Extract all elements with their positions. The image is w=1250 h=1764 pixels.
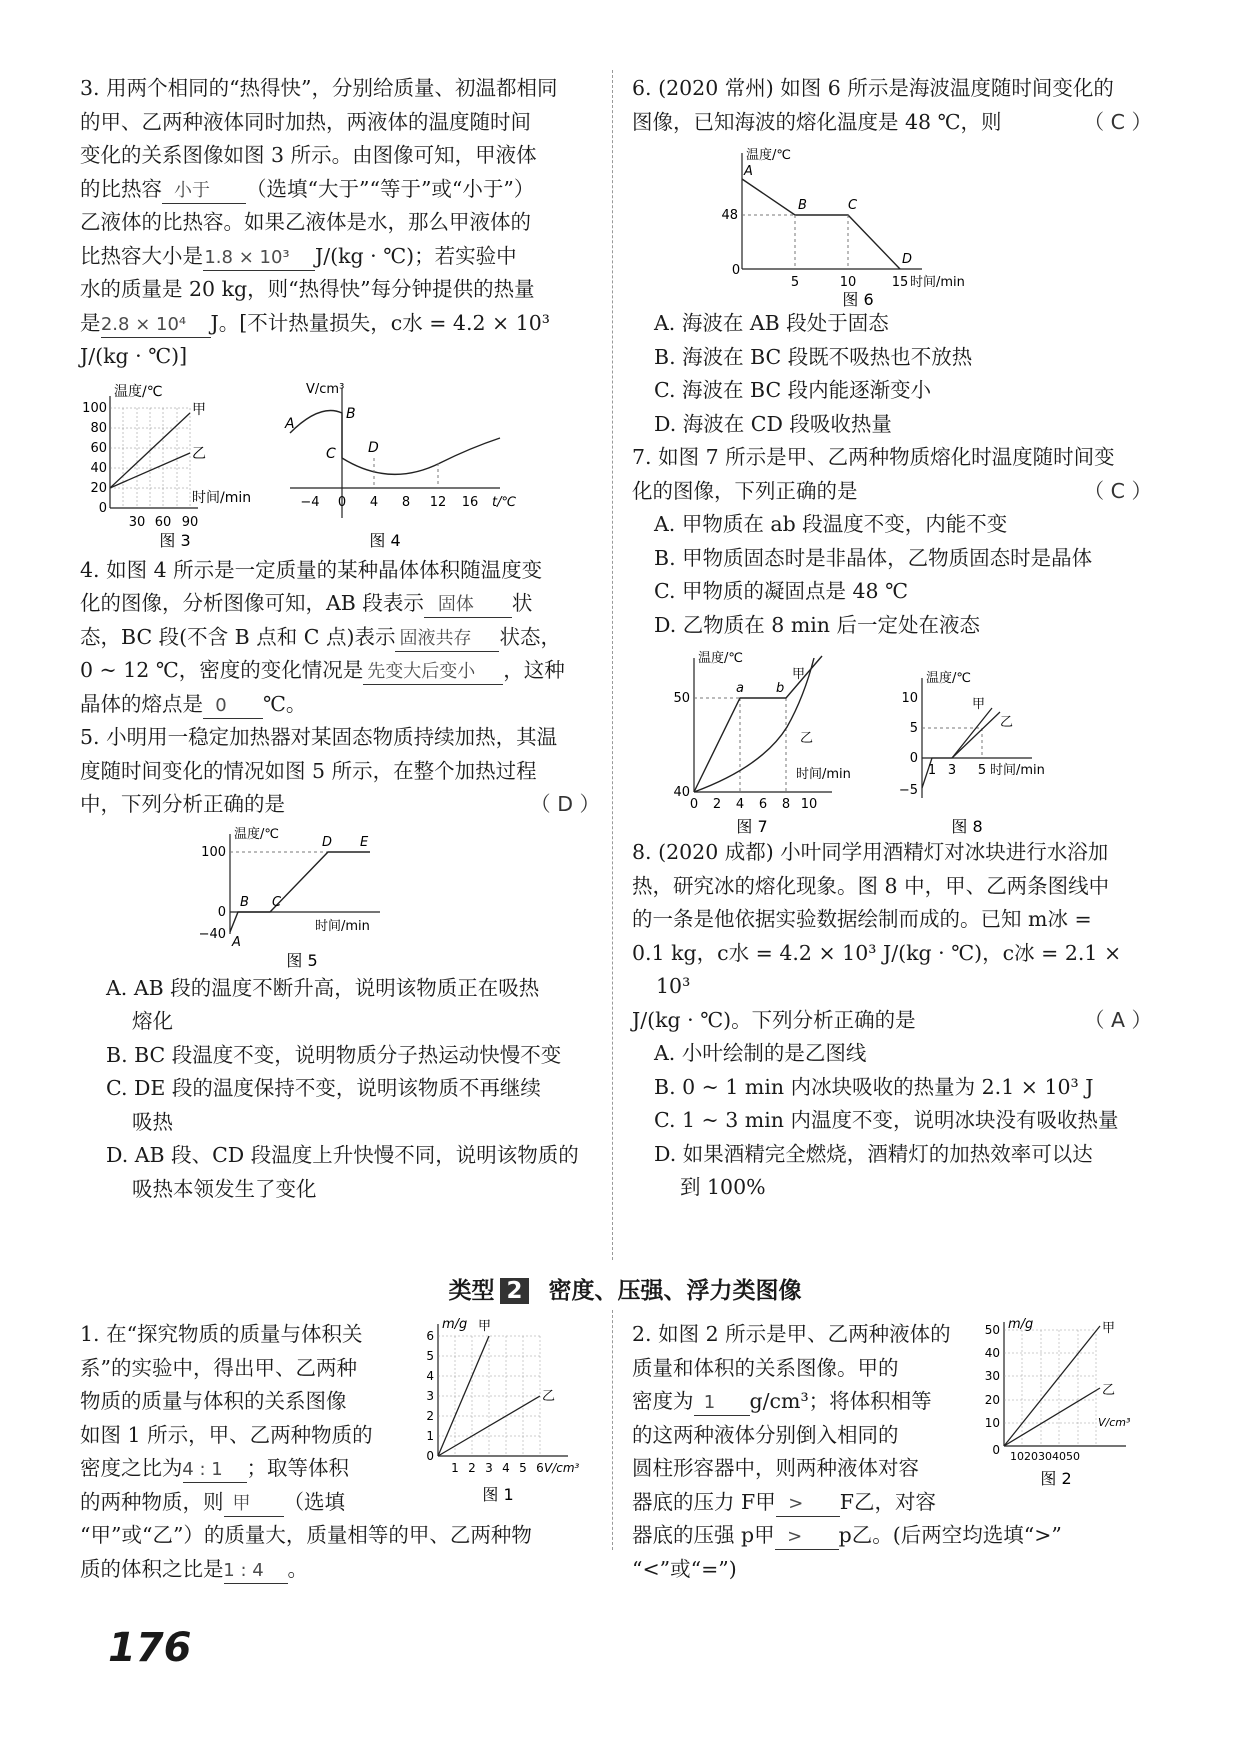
q3-line: 水的质量是 20 kg，则“热得快”每分钟提供的热量 bbox=[80, 277, 535, 301]
fig8-caption: 图 8 bbox=[951, 817, 983, 836]
s2q2-line: 质量和体积的关系图像。甲的 bbox=[632, 1355, 899, 1380]
fig4-point-d: D bbox=[368, 439, 379, 456]
q3-text: J/(kg · ℃)；若实验中 bbox=[315, 243, 517, 268]
q7-option-a[interactable]: A. 甲物质在 ab 段温度不变，内能不变 bbox=[654, 512, 1008, 536]
right-column bbox=[632, 72, 1152, 1205]
s2q1-text: 密度之比为 bbox=[80, 1456, 183, 1480]
fig6-ylabel: 温度/℃ bbox=[746, 148, 791, 163]
fig1-tick: 4 bbox=[502, 1461, 510, 1475]
s2q2-answer-3[interactable]: > bbox=[775, 1525, 839, 1550]
q4-text: 化的图像，分析图像可知，AB 段表示 bbox=[80, 591, 424, 615]
fig3-label-jia: 甲 bbox=[192, 401, 206, 418]
fig6-tick: 15 bbox=[891, 275, 909, 290]
q3-text: 比热容大小是 bbox=[80, 243, 203, 268]
question-4 bbox=[80, 554, 600, 722]
s2q2-answer-2[interactable]: > bbox=[776, 1492, 840, 1517]
fig7-tick: 10 bbox=[800, 797, 818, 812]
column-divider-bottom bbox=[612, 1310, 613, 1550]
fig4-curve bbox=[290, 410, 500, 474]
fig2-x-ticks: 1020304050 bbox=[1010, 1450, 1080, 1463]
q5-option-b[interactable]: B. BC 段温度不变，说明物质分子热运动快慢不变 bbox=[106, 1042, 562, 1067]
fig5-tick: 0 bbox=[217, 904, 226, 920]
fig7-xlabel: 时间/min bbox=[796, 767, 851, 782]
s2q2-text: p乙。(后两空均选填“>” bbox=[838, 1523, 1062, 1547]
fig3-tick: 100 bbox=[82, 400, 107, 416]
fig3-tick: 40 bbox=[90, 460, 107, 476]
fig8-tick: 5 bbox=[909, 721, 918, 736]
q4-text: 0 ~ 12 ℃，密度的变化情况是 bbox=[80, 658, 364, 682]
q6-option-a[interactable]: A. 海波在 AB 段处于固态 bbox=[654, 311, 889, 335]
q8-line: 8. (2020 成都) 小叶同学用酒精灯对冰块进行水浴加 bbox=[632, 840, 1109, 864]
fig8-label-yi: 乙 bbox=[1000, 715, 1014, 730]
q4-text: 状 bbox=[511, 591, 533, 615]
fig3-tick: 20 bbox=[90, 480, 107, 496]
page-number: 176 bbox=[108, 1625, 192, 1671]
fig2-line-yi bbox=[1004, 1388, 1100, 1446]
fig7-label-jia: 甲 bbox=[792, 667, 806, 682]
q3-text: J。[不计热量损失，c水 = 4.2 × 10³ bbox=[210, 310, 551, 335]
q4-text: 态，BC 段(不含 B 点和 C 点)表示 bbox=[80, 624, 396, 649]
fig5-point-c: C bbox=[272, 894, 282, 910]
s2q1-line: 如图 1 所示，甲、乙两种物质的 bbox=[80, 1422, 373, 1447]
fig3-label-yi: 乙 bbox=[192, 445, 206, 462]
fig5-point-d: D bbox=[322, 834, 333, 850]
section-header bbox=[0, 1272, 1250, 1305]
q5-option-a-cont: 熔化 bbox=[132, 1009, 173, 1033]
fig1-tick: 3 bbox=[485, 1461, 493, 1475]
q4-answer-3[interactable]: 先变大后变小 bbox=[363, 660, 503, 685]
q5-line: 5. 小明用一稳定加热器对某固态物质持续加热，其温 bbox=[80, 725, 558, 749]
q5-text: 中，下列分析正确的是 bbox=[80, 792, 285, 816]
figure-6 bbox=[632, 139, 1152, 307]
fig4-tick: 12 bbox=[429, 494, 447, 510]
fig3-tick: 60 bbox=[154, 514, 172, 530]
fig7-tick: 0 bbox=[689, 797, 699, 812]
q3-line: 3. 用两个相同的“热得快”，分别给质量、初温都相同 bbox=[80, 76, 558, 100]
fig7-tick: 6 bbox=[758, 797, 768, 812]
q4-answer-4[interactable]: 0 bbox=[203, 694, 263, 719]
fig7-ylabel: 温度/℃ bbox=[698, 651, 743, 666]
fig4-xlabel: t/℃ bbox=[492, 494, 517, 510]
fig1-tick: 2 bbox=[426, 1409, 434, 1423]
fig7-tick: 2 bbox=[712, 797, 722, 812]
q3-line: 变化的关系图像如图 3 所示。由图像可知，甲液体 bbox=[80, 143, 537, 167]
fig1-tick: 6 bbox=[426, 1329, 434, 1343]
fig1-tick: 2 bbox=[468, 1461, 476, 1475]
q4-answer-1[interactable]: 固体 bbox=[424, 593, 512, 618]
q4-text: ，这种 bbox=[503, 658, 565, 682]
q6-option-d[interactable]: D. 海波在 CD 段吸收热量 bbox=[654, 411, 892, 436]
figures-7-8 bbox=[632, 642, 1152, 836]
s2q1-answer-1[interactable]: 4 : 1 bbox=[183, 1458, 247, 1483]
column-divider bbox=[612, 70, 613, 1260]
fig1-tick: 3 bbox=[426, 1389, 434, 1403]
q7-answer[interactable]: （ C ） bbox=[1083, 478, 1152, 503]
fig7-tick: 8 bbox=[781, 797, 791, 812]
section-number: 2 bbox=[500, 1278, 528, 1304]
q6-answer[interactable]: （ C ） bbox=[1083, 109, 1152, 134]
fig2-caption: 图 2 bbox=[1040, 1469, 1072, 1488]
fig3-tick: 60 bbox=[90, 440, 107, 456]
question-6 bbox=[632, 72, 1152, 441]
s2q2-text: 密度为 bbox=[632, 1389, 694, 1413]
q4-text: 晶体的熔点是 bbox=[80, 691, 203, 716]
fig1-label-jia: 甲 bbox=[478, 1319, 492, 1334]
s2q2-line: “<”或“=”) bbox=[632, 1556, 737, 1581]
q4-line: 4. 如图 4 所示是一定质量的某种晶体体积随温度变 bbox=[80, 557, 543, 582]
s2q2-line: 的这两种液体分别倒入相同的 bbox=[632, 1422, 899, 1447]
fig2-label-jia: 甲 bbox=[1102, 1321, 1116, 1336]
left-column bbox=[80, 72, 600, 1206]
fig4-tick: 0 bbox=[337, 494, 347, 510]
section-prefix: 类型 bbox=[448, 1278, 495, 1304]
question-7 bbox=[632, 441, 1152, 836]
fig2-tick: 30 bbox=[984, 1369, 1000, 1383]
q3-line: 的甲、乙两种液体同时加热，两液体的温度随时间 bbox=[80, 109, 531, 134]
fig3-tick: 90 bbox=[181, 514, 199, 530]
fig1-xlabel: V/cm³ bbox=[544, 1461, 580, 1475]
fig2-tick: 0 bbox=[992, 1443, 1000, 1457]
q5-option-c[interactable]: C. DE 段的温度保持不变，说明该物质不再继续 bbox=[106, 1076, 541, 1100]
q3-text: （选填“大于”“等于”或“小于”） bbox=[246, 176, 535, 201]
fig6-xlabel: 时间/min bbox=[910, 275, 965, 290]
s2q2-line: 圆柱形容器中，则两种液体对容 bbox=[632, 1456, 919, 1480]
q8-option-d[interactable]: D. 如果酒精完全燃烧，酒精灯的加热效率可以达 bbox=[654, 1141, 1093, 1166]
s2q2-text: 器底的压力 F甲 bbox=[632, 1489, 776, 1514]
q6-option-b[interactable]: B. 海波在 BC 段既不吸热也不放热 bbox=[654, 344, 973, 369]
fig4-point-b: B bbox=[346, 405, 356, 422]
fig6-caption: 图 6 bbox=[842, 290, 874, 307]
fig2-xlabel: V/cm³ bbox=[1098, 1416, 1131, 1429]
q8-text: J/(kg · ℃)。下列分析正确的是 bbox=[632, 1007, 916, 1032]
fig4-caption: 图 4 bbox=[369, 530, 401, 550]
q3-answer-1[interactable]: 小于 bbox=[162, 179, 246, 204]
fig2-tick: 10 bbox=[984, 1416, 1000, 1430]
fig5-ylabel: 温度/℃ bbox=[234, 826, 279, 842]
q5-answer[interactable]: （ D ） bbox=[530, 792, 600, 816]
q5-option-c-cont: 吸热 bbox=[132, 1109, 173, 1134]
fig5-point-b: B bbox=[240, 894, 249, 910]
fig6-point-c: C bbox=[848, 198, 858, 213]
q3-text: 是 bbox=[80, 310, 101, 335]
fig6-tick: 10 bbox=[839, 275, 857, 290]
s2q2-text: 器底的压强 p甲 bbox=[632, 1523, 775, 1547]
q7-text: 化的图像，下列正确的是 bbox=[632, 478, 858, 503]
fig5-tick: 100 bbox=[201, 844, 226, 860]
fig1-label-yi: 乙 bbox=[542, 1389, 556, 1404]
fig8-tick: 1 bbox=[927, 763, 937, 778]
question-3 bbox=[80, 72, 600, 374]
fig7-tick: 40 bbox=[673, 785, 690, 800]
fig3-line-yi bbox=[110, 453, 190, 488]
q3-answer-2[interactable]: 1.8 × 10³ bbox=[203, 246, 315, 271]
fig1-tick: 5 bbox=[426, 1349, 434, 1363]
q8-option-a[interactable]: A. 小叶绘制的是乙图线 bbox=[654, 1041, 867, 1065]
fig3-ylabel: 温度/℃ bbox=[114, 383, 163, 400]
q8-option-c[interactable]: C. 1 ~ 3 min 内温度不变，说明冰块没有吸收热量 bbox=[654, 1108, 1119, 1132]
fig1-tick: 0 bbox=[426, 1449, 434, 1463]
q7-line: 7. 如图 7 所示是甲、乙两种物质熔化时温度随时间变 bbox=[632, 445, 1115, 469]
q5-option-d[interactable]: D. AB 段、CD 段温度上升快慢不同，说明该物质的 bbox=[106, 1143, 579, 1167]
fig3-tick: 30 bbox=[128, 514, 146, 530]
section-title: 密度、压强、浮力类图像 bbox=[548, 1278, 802, 1304]
q5-option-a[interactable]: A. AB 段的温度不断升高，说明该物质正在吸热 bbox=[106, 975, 540, 1000]
q8-option-d-cont: 到 100% bbox=[680, 1175, 766, 1199]
figures-3-4 bbox=[80, 378, 600, 550]
fig6-tick: 5 bbox=[790, 275, 800, 290]
fig8-tick: 5 bbox=[977, 763, 987, 778]
fig7-label-yi: 乙 bbox=[800, 731, 814, 746]
fig6-tick: 48 bbox=[721, 208, 738, 223]
fig6-point-a: A bbox=[744, 164, 753, 179]
fig1-tick: 6 bbox=[536, 1461, 544, 1475]
q4-text: ℃。 bbox=[263, 691, 307, 716]
fig8-label-jia: 甲 bbox=[972, 697, 986, 712]
s2q1-text: 质的体积之比是 bbox=[80, 1556, 224, 1581]
s2q1-text: ；取等体积 bbox=[246, 1456, 349, 1480]
fig6-point-d: D bbox=[902, 252, 913, 267]
q7-option-c[interactable]: C. 甲物质的凝固点是 48 ℃ bbox=[654, 579, 909, 603]
fig8-tick: 3 bbox=[947, 763, 957, 778]
q5-option-d-cont: 吸热本领发生了变化 bbox=[132, 1176, 317, 1201]
fig1-tick: 1 bbox=[451, 1461, 459, 1475]
s2q2-text: F乙，对容 bbox=[839, 1489, 936, 1514]
question-5 bbox=[80, 721, 600, 1206]
fig3-xlabel: 时间/min bbox=[192, 489, 252, 506]
fig8-tick: 0 bbox=[909, 751, 918, 766]
fig1-tick: 5 bbox=[519, 1461, 527, 1475]
fig7-tick: 4 bbox=[735, 797, 745, 812]
fig5-tick: −40 bbox=[198, 926, 226, 942]
fig1-ylabel: m/g bbox=[442, 1317, 468, 1332]
fig3-caption: 图 3 bbox=[159, 530, 191, 550]
s2q2-text: g/cm³；将体积相等 bbox=[749, 1389, 932, 1413]
fig8-ylabel: 温度/℃ bbox=[926, 671, 971, 686]
s2q1-text: 。 bbox=[287, 1556, 308, 1581]
s2q1-line: 1. 在“探究物质的质量与体积关 bbox=[80, 1322, 363, 1346]
fig4-tick: 4 bbox=[369, 494, 379, 510]
fig3-tick: 80 bbox=[90, 420, 107, 436]
q5-line: 度随时间变化的情况如图 5 所示，在整个加热过程 bbox=[80, 758, 537, 783]
fig5-xlabel: 时间/min bbox=[315, 918, 370, 934]
fig4-point-c: C bbox=[326, 445, 336, 462]
q3-line: J/(kg · ℃)] bbox=[80, 344, 188, 368]
q7-option-b[interactable]: B. 甲物质固态时是非晶体，乙物质固态时是晶体 bbox=[654, 545, 1093, 570]
fig1-line-jia bbox=[438, 1336, 489, 1456]
q8-line: 的一条是他依据实验数据绘制而成的。已知 m冰 = bbox=[632, 907, 1092, 931]
figure-1 bbox=[418, 1316, 588, 1516]
s2q2-line: 2. 如图 2 所示是甲、乙两种液体的 bbox=[632, 1322, 951, 1346]
q7-option-d[interactable]: D. 乙物质在 8 min 后一定处在液态 bbox=[654, 612, 981, 637]
fig4-tick: 8 bbox=[401, 494, 411, 510]
figure-8 bbox=[899, 670, 1045, 836]
fig8-xlabel: 时间/min bbox=[990, 763, 1045, 778]
q6-option-c[interactable]: C. 海波在 BC 段内能逐渐变小 bbox=[654, 378, 932, 402]
figure-4 bbox=[284, 382, 516, 550]
q8-line: 热，研究冰的熔化现象。图 8 中，甲、乙两条图线中 bbox=[632, 873, 1110, 898]
q6-line: 6. (2020 常州) 如图 6 所示是海波温度随时间变化的 bbox=[632, 76, 1114, 100]
fig6-tick: 0 bbox=[731, 263, 741, 278]
fig2-label-yi: 乙 bbox=[1102, 1383, 1116, 1398]
fig2-tick: 20 bbox=[984, 1393, 1000, 1407]
fig2-ylabel: m/g bbox=[1008, 1317, 1034, 1332]
q3-answer-3[interactable]: 2.8 × 10⁴ bbox=[101, 313, 211, 338]
q3-line: 乙液体的比热容。如果乙液体是水，那么甲液体的 bbox=[80, 210, 531, 234]
fig6-point-b: B bbox=[798, 198, 807, 213]
fig2-tick: 50 bbox=[984, 1323, 1000, 1337]
figure-5 bbox=[80, 822, 600, 972]
s2q1-text: （选填 bbox=[283, 1489, 345, 1514]
fig7-point-b: b bbox=[776, 681, 785, 696]
fig1-tick: 4 bbox=[426, 1369, 434, 1383]
s2q1-line: “甲”或“乙”）的质量大，质量相等的甲、乙两种物 bbox=[80, 1523, 532, 1547]
fig1-caption: 图 1 bbox=[482, 1485, 514, 1504]
q6-text: 图像，已知海波的熔化温度是 48 ℃，则 bbox=[632, 109, 1002, 134]
fig7-point-a: a bbox=[736, 681, 744, 696]
fig8-line-yi bbox=[952, 712, 1000, 758]
figure-7 bbox=[673, 650, 850, 836]
s2q1-line: 物质的质量与体积的关系图像 bbox=[80, 1389, 347, 1413]
fig2-line-jia bbox=[1004, 1326, 1100, 1446]
s2q1-answer-3[interactable]: 1 : 4 bbox=[224, 1559, 288, 1584]
q8-line: 0.1 kg，c水 = 4.2 × 10³ J/(kg · ℃)，c冰 = 2.1 × 10³ bbox=[632, 940, 1122, 998]
q3-text: 的比热容 bbox=[80, 176, 162, 201]
s2q2-answer-1[interactable]: 1 bbox=[694, 1391, 750, 1416]
fig5-point-a: A bbox=[232, 934, 241, 950]
fig4-tick: 16 bbox=[461, 494, 479, 510]
q8-option-b[interactable]: B. 0 ~ 1 min 内冰块吸收的热量为 2.1 × 10³ J bbox=[654, 1074, 1094, 1099]
fig2-tick: 40 bbox=[984, 1346, 1000, 1360]
s2q1-text: 的两种物质，则 bbox=[80, 1489, 224, 1514]
fig7-caption: 图 7 bbox=[736, 817, 768, 836]
fig4-tick: −4 bbox=[300, 494, 320, 510]
q8-answer[interactable]: （ A ） bbox=[1083, 1007, 1152, 1032]
fig5-point-e: E bbox=[360, 834, 369, 850]
figure-2 bbox=[976, 1316, 1156, 1496]
fig7-tick: 50 bbox=[673, 691, 690, 706]
q4-answer-2[interactable]: 固液共存 bbox=[395, 627, 499, 652]
q4-text: 状态， bbox=[499, 624, 561, 649]
s2q1-line: 系”的实验中，得出甲、乙两种 bbox=[80, 1355, 357, 1380]
figure-3 bbox=[82, 383, 251, 550]
fig6-line bbox=[742, 179, 900, 269]
fig5-caption: 图 5 bbox=[286, 950, 318, 970]
fig8-tick: 10 bbox=[901, 691, 918, 706]
fig1-tick: 1 bbox=[426, 1429, 434, 1443]
question-8 bbox=[632, 836, 1152, 1205]
fig4-point-a: A bbox=[285, 415, 295, 432]
fig8-tick: −5 bbox=[898, 783, 918, 798]
fig3-tick: 0 bbox=[98, 500, 107, 516]
fig4-ylabel: V/cm³ bbox=[306, 381, 345, 397]
s2q1-answer-2[interactable]: 甲 bbox=[224, 1492, 284, 1517]
